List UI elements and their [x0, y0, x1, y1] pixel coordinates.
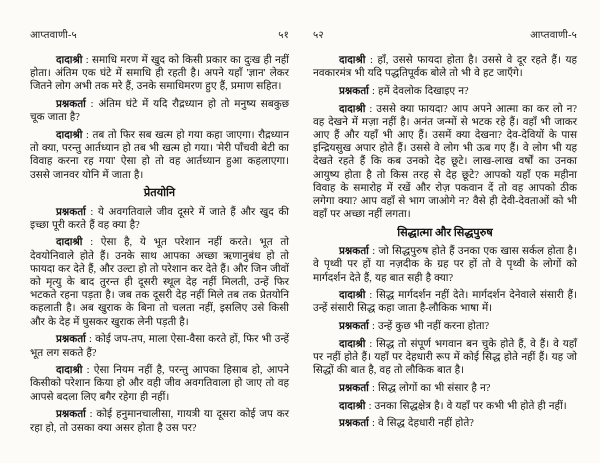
speaker-name: दादाश्री [56, 55, 83, 66]
dialogue-paragraph: दादाश्री : सिद्ध मार्गदर्शन नहीं देते। मार्गदर्शन देनेवाले संसारी हैं। उन्हें संसारी सिद्ध कहा जाता है-लौकिक भाषा में। [313, 290, 577, 315]
speaker-name: प्रश्नकर्ता [56, 409, 86, 421]
speaker-name: प्रश्नकर्ता [56, 206, 86, 218]
speaker-name: दादाश्री [339, 338, 366, 350]
dialogue-paragraph: दादाश्री : हाँ, उससे फायदा होता है। उससे वे दूर रहते हैं। यह नवकारमंत्र भी यदि पद्धतिपूर्वक बोले तो भी वे हट जाएँगे। [313, 55, 577, 80]
speaker-name: दादाश्री [339, 290, 366, 302]
left-page-header [30, 27, 289, 41]
speaker-name: दादाश्री [56, 237, 83, 249]
speaker-name: प्रश्नकर्ता [339, 382, 369, 394]
running-title: आप्तवाणी-५ [530, 30, 577, 41]
dialogue-paragraph: प्रश्नकर्ता : जो सिद्धपुरुष होते हैं उनका एक खास सर्कल होता है। वे पृथ्वी पर हों या नज़दीक के ग्रह पर हों तो वे पृथ्वी के लोगों को मार्गदर्शन देते हैं, यह बात सही है क्या? [313, 246, 577, 284]
speaker-name: दादाश्री [56, 365, 83, 377]
section-heading: सिद्धात्मा और सिद्धपुरुष [397, 226, 493, 239]
dialogue-paragraph: प्रश्नकर्ता : अंतिम घंटे में यदि रौद्रध्यान हो तो मनुष्य सबकुछ चूक जाता है? [30, 99, 289, 124]
section-heading: प्रेतयोनि [143, 187, 176, 200]
speaker-name: प्रश्नकर्ता [56, 334, 86, 346]
speaker-name: प्रश्नकर्ता [56, 99, 86, 111]
dialogue-paragraph: प्रश्नकर्ता : सिद्ध लोगों का भी संसार है न? [339, 382, 491, 394]
page-number: ५१ [278, 30, 289, 41]
dialogue-paragraph: दादाश्री : तब तो फिर सब खत्म हो गया कहा जाएगा। रौद्रध्यान तो क्या, परन्तु आर्तध्यान हो तब भी खत्म हो गया। 'मेरी पाँचवी बेटी का विवाह करना रह गया' ऐसा हो तो वह आर्तध्यान हुआ कहलाएगा। उससे जानवर योनि में जाता है। [30, 130, 289, 181]
dialogue-paragraph: दादाश्री : उनका सिद्धक्षेत्र है। वे यहाँ पर कभी भी होते ही नहीं। [339, 400, 567, 412]
speaker-name: दादाश्री [339, 103, 366, 115]
speaker-name: दादाश्री [339, 55, 366, 66]
dialogue-paragraph: प्रश्नकर्ता : उन्हें कुछ भी नहीं करना होता? [339, 321, 490, 333]
right-page [300, 0, 600, 463]
speaker-name: प्रश्नकर्ता [339, 246, 369, 258]
dialogue-paragraph: प्रश्नकर्ता : कोई जप-तप, माला ऐसा-वैसा करते हों, फिर भी उन्हें भूत लग सकते हैं? [30, 334, 289, 359]
right-page-header [313, 27, 577, 41]
dialogue-paragraph: दादाश्री : सिद्ध तो संपूर्ण भगवान बन चुके होते हैं, वे हैं। वे यहाँ पर नहीं होते हैं। यहाँ पर देहधारी रूप में कोई सिद्ध होते नहीं हैं। यह जो सिद्धों की बात है, वह तो लौकिक बात है। [313, 338, 577, 377]
right-page-body [313, 54, 577, 431]
dialogue-paragraph: प्रश्नकर्ता : हमें देवलोक दिखाइए न? [339, 85, 469, 97]
running-title: आप्तवाणी-५ [30, 30, 77, 41]
left-page-body [30, 54, 289, 435]
page-number: ५२ [313, 30, 324, 41]
dialogue-paragraph: प्रश्नकर्ता : कोई हनुमानचालीसा, गायत्री या दूसरा कोई जप कर रहा हो, तो उसका क्या असर होता है उस पर? [30, 409, 289, 434]
dialogue-paragraph: प्रश्नकर्ता : ये अवगतिवाले जीव दूसरे में जाते हैं और खुद की इच्छा पूरी करते हैं वह क्या है? [30, 206, 289, 231]
dialogue-paragraph: दादाश्री : ऐसा है, ये भूत परेशान नहीं करते। भूत तो देवयोनिवाले होते हैं। उनके साथ आपका अच्छा ऋणानुबंध हो तो फायदा कर देते हैं, और उल्टा हो तो परेशान कर देते हैं। और जिन जीवों को मृत्यु के बाद तुरन्त ही दूसरी स्थूल देह नहीं मिलती, उन्हें फिर भटकते रहना पड़ता है। जब तक दूसरी देह नहीं मिले तब तक प्रेतयोनि कहलाती है। अब खुराक के बिना तो चलता नहीं, इसलिए उसे किसी और के देह में घुसकर खुराक लेनी पड़ती है। [30, 237, 289, 328]
speaker-name: प्रश्नकर्ता [339, 321, 369, 333]
dialogue-paragraph: दादाश्री : उससे क्या फायदा? आप अपने आत्मा का कर लो न? वह देखने में मज़ा नहीं है। अनंत जन्मों से भटक रहे हैं। वहाँ भी जाकर आए हैं और यहाँ भी आए हैं। उसमें क्या देखना? देव-देवियों के पास इन्द्रियसुख अपार होते हैं। उससे वे लोग भी ऊब गए हैं। वे लोग भी यह देखते रहते हैं कि कब उनको देह छूटे। लाख-लाख वर्षों का उनका आयुष्य होता है तो किस तरह से देह छूटे? आपको यहाँ एक महीना विवाह के समारोह में रखें और रोज़ पकवान दें तो वह आपको ठीक लगेगा क्या? आप वहाँ से भाग जाओगे न? वैसे ही देवी-देवताओं को भी वहाँ पर अच्छा नहीं लगता। [313, 103, 577, 221]
speaker-name: दादाश्री [339, 400, 366, 412]
dialogue-paragraph: प्रश्नकर्ता : वे सिद्ध देहधारी नहीं होते? [339, 418, 474, 430]
dialogue-paragraph: दादाश्री : समाधि मरण में खुद को किसी प्रकार का दुःख ही नहीं होता। अंतिम एक घंटे में समाधि ही रहती है। अपने यहाँ 'ज्ञान' लेकर जितने लोग अभी तक मरे हैं, उनके समाधिमरण हुए हैं, प्रमाण सहित। [30, 55, 289, 93]
speaker-name: प्रश्नकर्ता [339, 85, 369, 97]
speaker-name: प्रश्नकर्ता [339, 418, 369, 430]
dialogue-paragraph: दादाश्री : ऐसा नियम नहीं है, परन्तु आपका हिसाब हो, आपने किसीको परेशान किया हो और वही जीव अवगतिवाला हो जाए तो वह आपसे बदला लिए बगैर रहेगा ही नहीं। [30, 365, 289, 403]
speaker-name: दादाश्री [56, 130, 83, 142]
